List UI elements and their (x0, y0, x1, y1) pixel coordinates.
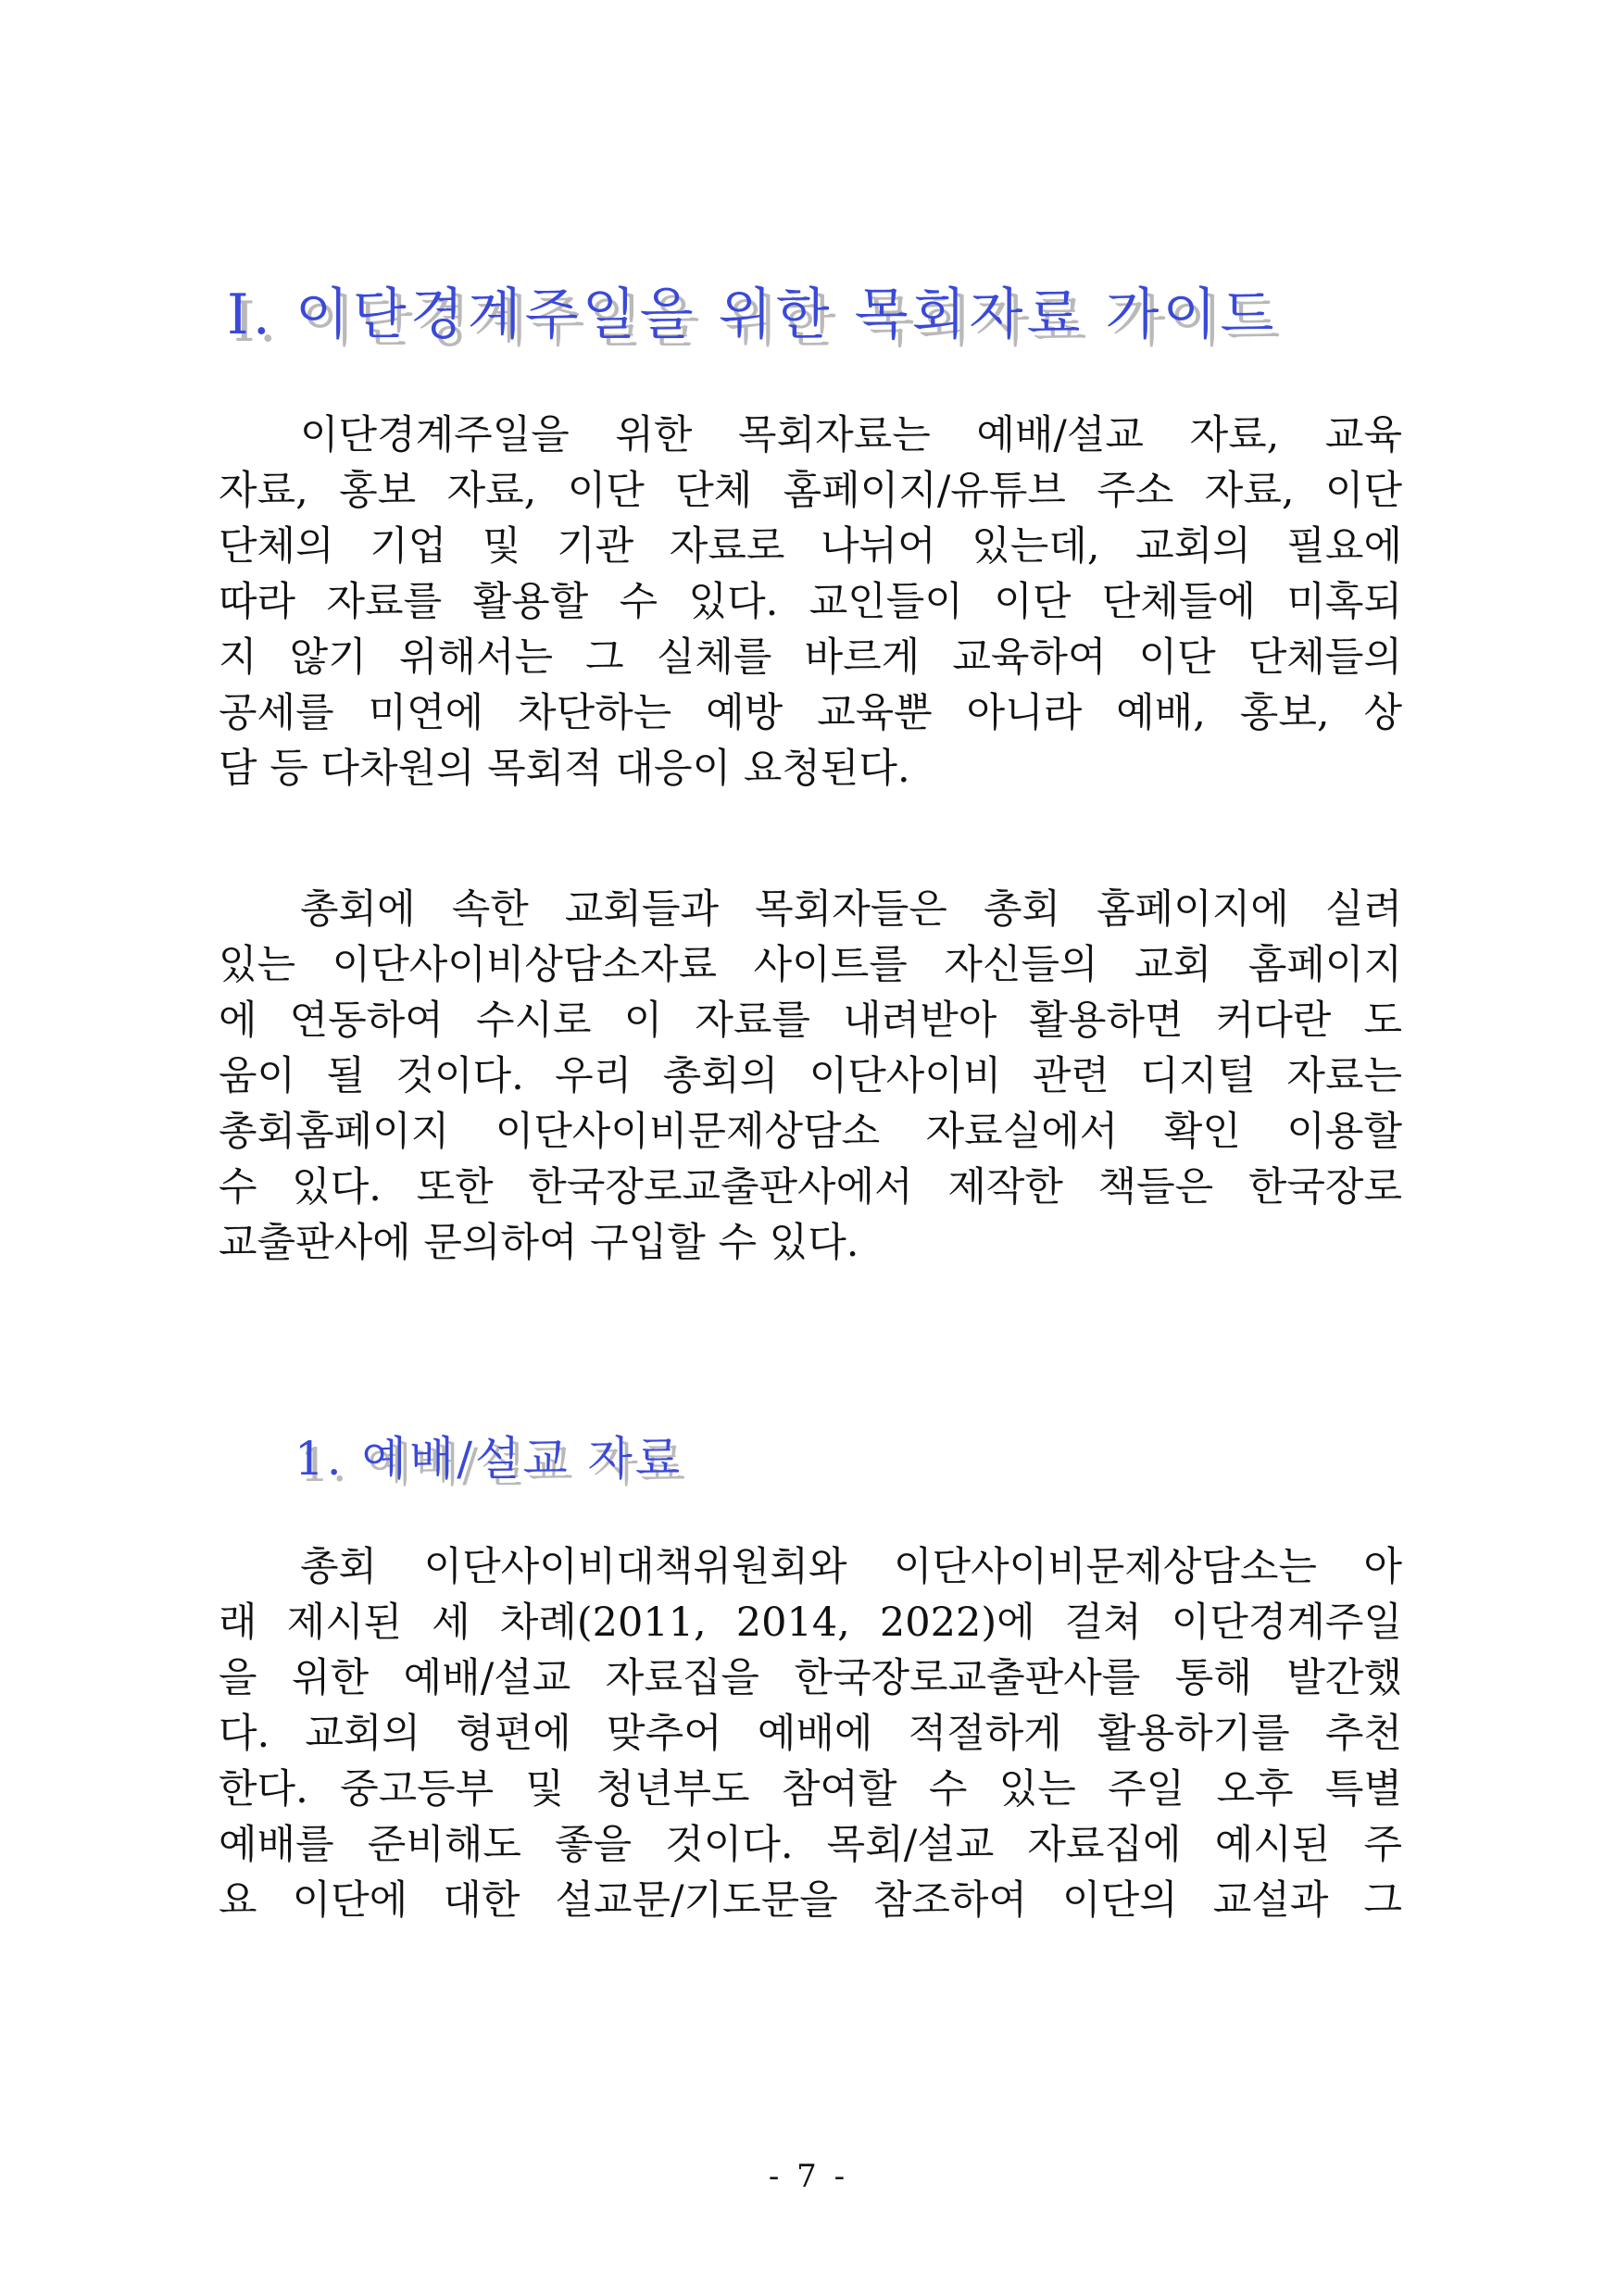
paragraph-line: 요 이단에 대한 설교문/기도문을 참조하여 이단의 교설과 그 (219, 1877, 1402, 1924)
paragraph-line: 총회에 속한 교회들과 목회자들은 총회 홈페이지에 실려 (300, 886, 1402, 933)
paragraph-worship-materials (219, 1539, 1402, 1928)
paragraph-line: 수 있다. 또한 한국장로교출판사에서 제작한 책들은 한국장로 (219, 1164, 1402, 1211)
paragraph-line: 한다. 중고등부 및 청년부도 참여할 수 있는 주일 오후 특별 (219, 1766, 1402, 1813)
paragraph-line: 다. 교회의 형편에 맞추어 예배에 적절하게 활용하기를 추천 (219, 1711, 1402, 1757)
section-heading: Ⅰ. 이단경계주일을 위한 목회자료 가이드 (227, 282, 1278, 347)
paragraph-line: 래 제시된 세 차례(2011, 2014, 2022)에 걸쳐 이단경계주일 (219, 1600, 1402, 1646)
paragraph-line: 따라 자료를 활용할 수 있다. 교인들이 이단 단체들에 미혹되 (219, 579, 1402, 625)
paragraph-line: 이단경계주일을 위한 목회자료는 예배/설교 자료, 교육 (300, 412, 1402, 458)
paragraph-line: 자료, 홍보 자료, 이단 단체 홈페이지/유튜브 주소 자료, 이단 (219, 468, 1402, 514)
paragraph-line: 교출판사에 문의하여 구입할 수 있다. (219, 1220, 859, 1266)
paragraph-line: 을 위한 예배/설교 자료집을 한국장로교출판사를 통해 발간했 (219, 1655, 1402, 1701)
subsection-heading: 1. 예배/설교 자료 (295, 1432, 683, 1486)
paragraph-line: 움이 될 것이다. 우리 총회의 이단사이비 관련 디지털 자료는 (219, 1053, 1402, 1099)
paragraph-resources (219, 882, 1402, 1271)
paragraph-line: 지 않기 위해서는 그 실체를 바르게 교육하여 이단 단체들의 (219, 634, 1402, 681)
paragraph-line: 총회 이단사이비대책위원회와 이단사이비문제상담소는 아 (300, 1544, 1402, 1590)
paragraph-line: 총회홈페이지 이단사이비문제상담소 자료실에서 확인 이용할 (219, 1109, 1402, 1155)
paragraph-line: 단체의 기업 및 기관 자료로 나뉘어 있는데, 교회의 필요에 (219, 523, 1402, 570)
paragraph-line: 에 연동하여 수시로 이 자료를 내려받아 활용하면 커다란 도 (219, 997, 1402, 1044)
page-number: - 7 - (768, 2158, 849, 2195)
paragraph-line: 있는 이단사이비상담소자료 사이트를 자신들의 교회 홈페이지 (219, 942, 1402, 988)
paragraph-line: 예배를 준비해도 좋을 것이다. 목회/설교 자료집에 예시된 주 (219, 1822, 1402, 1868)
paragraph-intro (219, 408, 1402, 797)
paragraph-line: 담 등 다차원의 목회적 대응이 요청된다. (219, 746, 910, 792)
paragraph-line: 공세를 미연에 차단하는 예방 교육뿐 아니라 예배, 홍보, 상 (219, 690, 1402, 736)
